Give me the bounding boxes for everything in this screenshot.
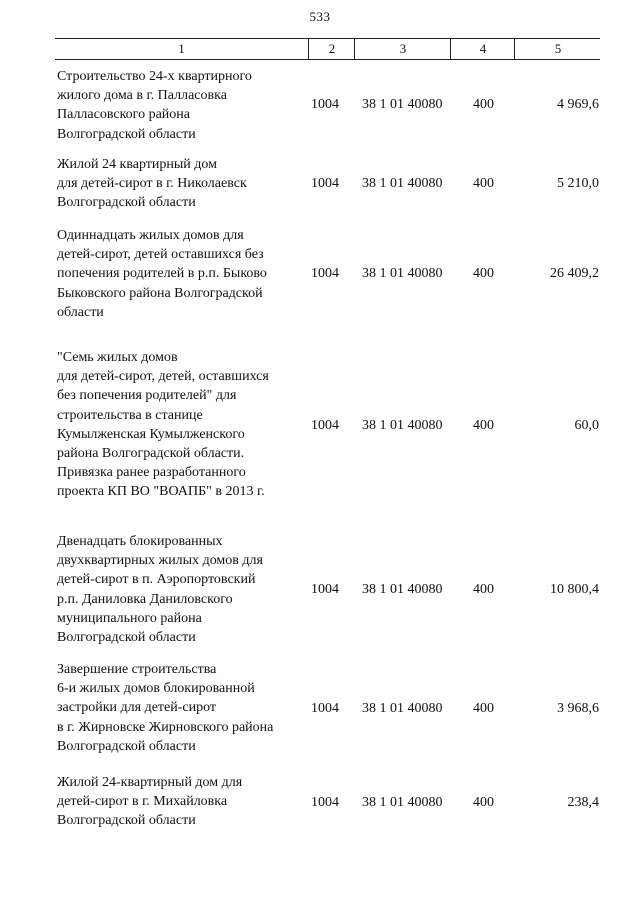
row-vr: 400: [473, 97, 494, 112]
row-amount: 60,0: [574, 418, 599, 433]
row-kbk: 38 1 01 40080: [362, 266, 443, 281]
row-description: "Семь жилых домов для детей-сирот, детей, оставшихся без попечения родителей" для строительства в станице Кумылженская Кумылженского района Волгоградской области. Привязка ранее разработанного проекта КП ВО "ВОАПБ" в 2013 г.: [57, 350, 269, 500]
header-col-2: 2: [308, 39, 355, 59]
row-code: 1004: [311, 97, 339, 112]
row-kbk: 38 1 01 40080: [362, 582, 443, 597]
row-description: Одиннадцать жилых домов для детей-сирот, детей оставшихся без попечения родителей в р.п. Быково Быковского района Волгоградской области: [57, 228, 267, 320]
row-code: 1004: [311, 701, 339, 716]
row-vr: 400: [473, 795, 494, 810]
header-col-5: 5: [514, 39, 601, 59]
row-kbk: 38 1 01 40080: [362, 701, 443, 716]
header-col-3: 3: [354, 39, 451, 59]
row-vr: 400: [473, 176, 494, 191]
row-vr: 400: [473, 418, 494, 433]
row-vr: 400: [473, 266, 494, 281]
row-amount: 10 800,4: [550, 582, 599, 597]
row-kbk: 38 1 01 40080: [362, 176, 443, 191]
row-amount: 238,4: [567, 795, 599, 810]
row-amount: 3 968,6: [557, 701, 599, 716]
row-description: Завершение строительства 6-и жилых домов блокированной застройки для детей-сирот в г. Жирновске Жирновского района Волгоградской области: [57, 662, 274, 754]
row-description: Двенадцать блокированных двухквартирных жилых домов для детей-сирот в п. Аэропортовский р.п. Даниловка Даниловского муниципального района Волгоградской области: [57, 534, 263, 646]
row-kbk: 38 1 01 40080: [362, 418, 443, 433]
row-code: 1004: [311, 795, 339, 810]
row-code: 1004: [311, 266, 339, 281]
row-kbk: 38 1 01 40080: [362, 97, 443, 112]
page-number: 533: [309, 9, 331, 24]
row-description: Строительство 24-х квартирного жилого дома в г. Палласовка Палласовского района Волгоградской области: [57, 69, 252, 142]
row-amount: 4 969,6: [557, 97, 599, 112]
row-code: 1004: [311, 418, 339, 433]
row-vr: 400: [473, 582, 494, 597]
table-header: [55, 38, 600, 60]
row-description: Жилой 24-квартирный дом для детей-сирот в г. Михайловка Волгоградской области: [57, 775, 243, 829]
row-code: 1004: [311, 176, 339, 191]
row-kbk: 38 1 01 40080: [362, 795, 443, 810]
row-code: 1004: [311, 582, 339, 597]
row-description: Жилой 24 квартирный дом для детей-сирот в г. Николаевск Волгоградской области: [57, 157, 247, 211]
row-vr: 400: [473, 701, 494, 716]
row-amount: 5 210,0: [557, 176, 599, 191]
header-col-1: 1: [178, 41, 185, 56]
row-amount: 26 409,2: [550, 266, 599, 281]
header-col-4: 4: [450, 39, 515, 59]
